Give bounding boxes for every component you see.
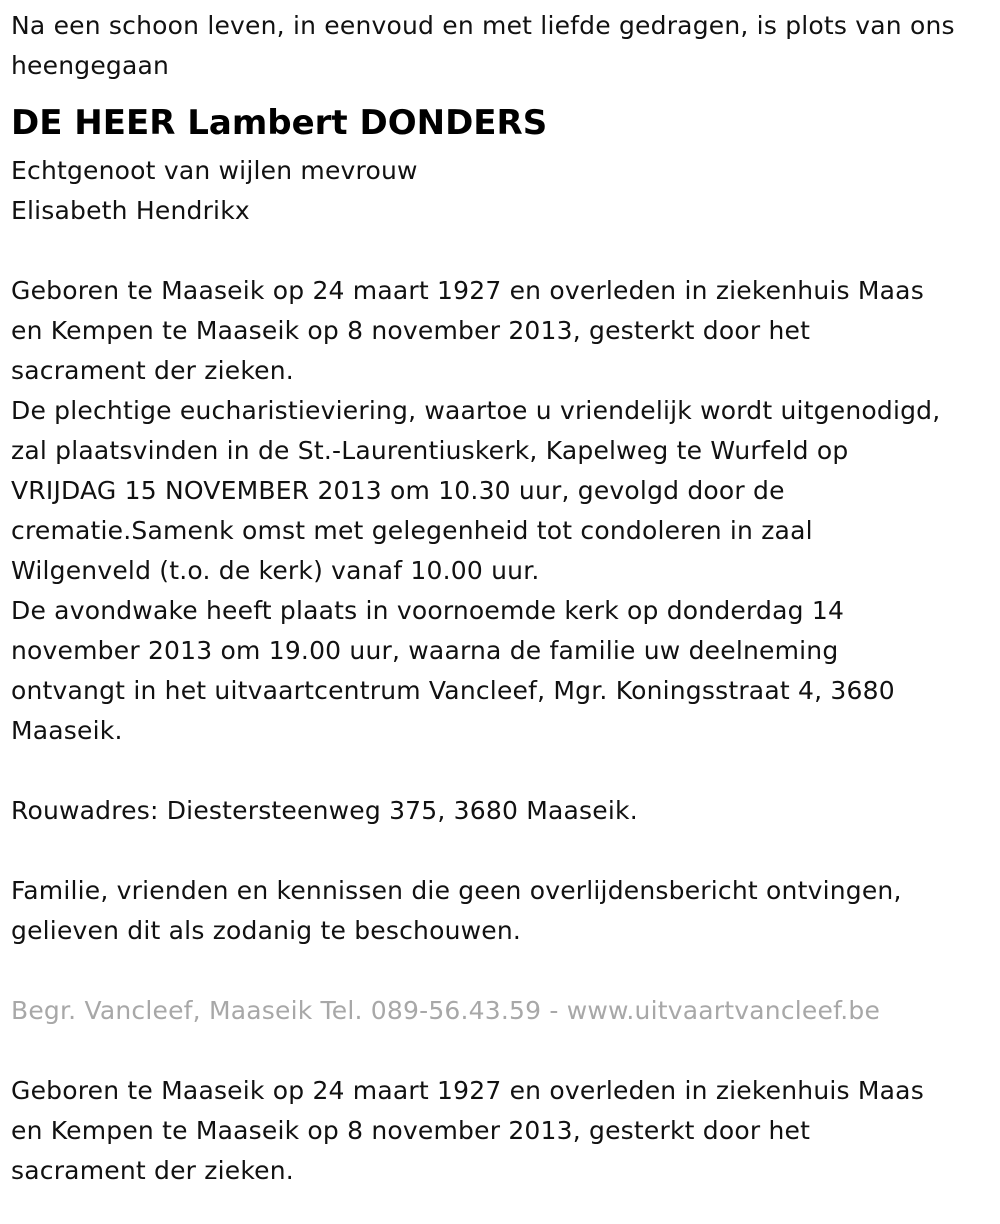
intro-line: heengegaan — [11, 51, 170, 80]
spouse-line: Echtgenoot van wijlen mevrouw — [11, 156, 418, 185]
body-line: november 2013 om 19.00 uur, waarna de familie uw deelneming — [11, 636, 839, 665]
body-line: Geboren te Maaseik op 24 maart 1927 en overleden in ziekenhuis Maas — [11, 276, 924, 305]
body-line: zal plaatsvinden in de St.-Laurentiuskerk, Kapelweg te Wurfeld op — [11, 436, 849, 465]
body-line: VRIJDAG 15 NOVEMBER 2013 om 10.30 uur, gevolgd door de — [11, 476, 785, 505]
repeat-line: en Kempen te Maaseik op 8 november 2013, gesterkt door het — [11, 1116, 811, 1145]
spacer — [11, 831, 1000, 871]
notice-line: Familie, vrienden en kennissen die geen overlijdensbericht ontvingen, — [11, 876, 902, 905]
notice-line: gelieven dit als zodanig te beschouwen. — [11, 916, 522, 945]
body-line: crematie.Samenk omst met gelegenheid tot condoleren in zaal — [11, 516, 813, 545]
funeral-home-footer: Begr. Vancleef, Maaseik Tel. 089-56.43.59 - www.uitvaartvancleef.be — [11, 996, 881, 1025]
repeat-line: sacrament der zieken. — [11, 1156, 294, 1185]
body-line: sacrament der zieken. — [11, 356, 294, 385]
intro-line: Na een schoon leven, in eenvoud en met liefde gedragen, is plots van ons — [11, 11, 955, 40]
deceased-name: DE HEER Lambert DONDERS — [11, 103, 548, 143]
spacer — [11, 951, 1000, 991]
body-line: ontvangt in het uitvaartcentrum Vancleef, Mgr. Koningsstraat 4, 3680 — [11, 676, 895, 705]
repeat-line: Geboren te Maaseik op 24 maart 1927 en overleden in ziekenhuis Maas — [11, 1076, 924, 1105]
spacer — [11, 231, 1000, 271]
intro-text — [11, 6, 1000, 86]
body-line: Maaseik. — [11, 716, 123, 745]
body-line: en Kempen te Maaseik op 8 november 2013, gesterkt door het — [11, 316, 811, 345]
spacer — [11, 751, 1000, 791]
spouse-text — [11, 151, 1000, 231]
body-text — [11, 271, 1000, 751]
body-line: De avondwake heeft plaats in voornoemde kerk op donderdag 14 — [11, 596, 845, 625]
mourning-address: Rouwadres: Diestersteenweg 375, 3680 Maaseik. — [11, 796, 638, 825]
repeat-text — [11, 1071, 1000, 1191]
spacer — [11, 1031, 1000, 1071]
body-line: Wilgenveld (t.o. de kerk) vanaf 10.00 uur. — [11, 556, 540, 585]
body-line: De plechtige eucharistieviering, waartoe u vriendelijk wordt uitgenodigd, — [11, 396, 941, 425]
notice-text — [11, 871, 1000, 951]
spouse-line: Elisabeth Hendrikx — [11, 196, 250, 225]
